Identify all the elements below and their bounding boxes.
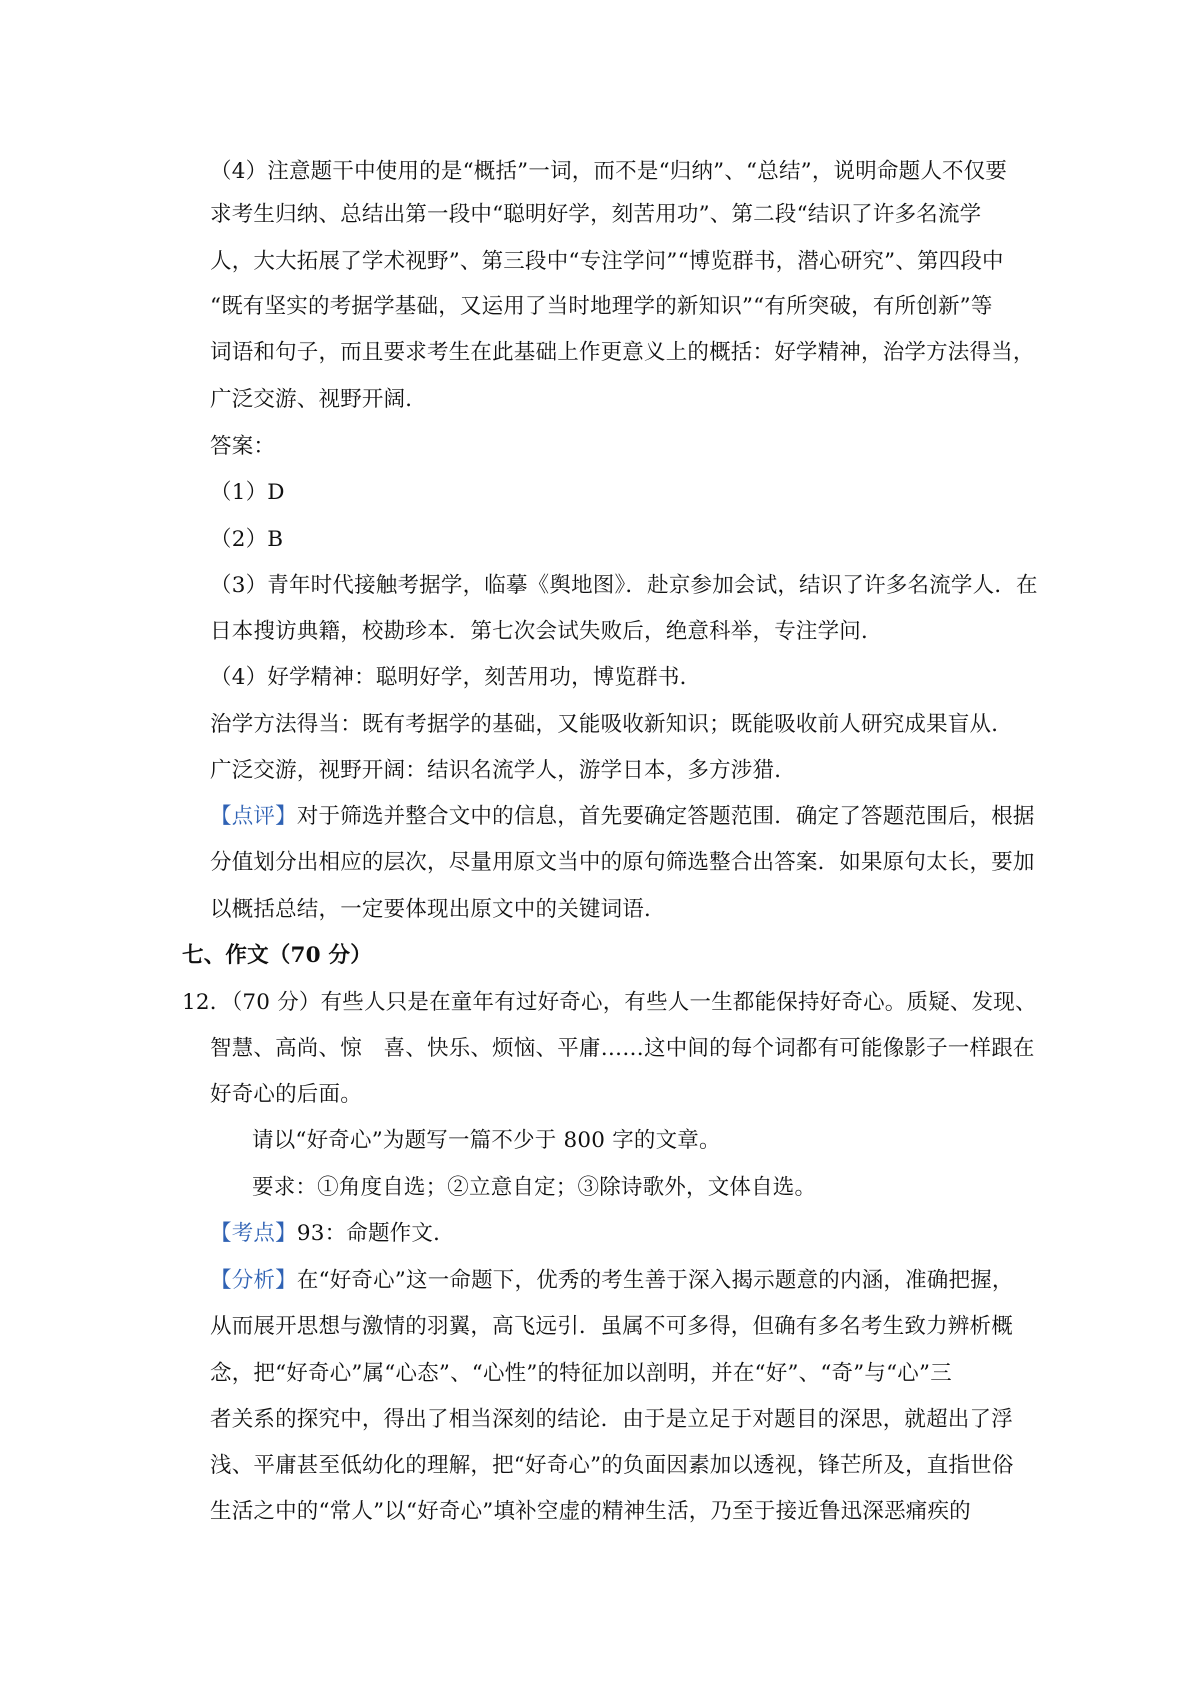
text-line: 分值划分出相应的层次，尽量用原文当中的原句筛选整合出答案．如果原句太长，要加 [210,850,1035,875]
text-line: 智慧、高尚、惊 喜、快乐、烦恼、平庸……这中间的每个词都有可能像影子一样跟在 [210,1036,1035,1061]
section-heading: 七、作文（70 分） [182,943,372,968]
text-line: 好奇心的后面。 [210,1082,362,1107]
comment-line [210,802,1035,832]
text-line: 治学方法得当：既有考据学的基础，又能吸收新知识；既能吸收前人研究成果盲从． [210,712,1013,737]
comment-tag: 【点评】 [210,804,297,829]
text-line: 浅、平庸甚至低幼化的理解，把“好奇心”的负面因素加以透视，锋芒所及，直指世俗 [210,1453,1014,1478]
answer-item-2: （2）B [210,527,284,552]
requirements-line: 要求：①角度自选；②立意自定；③除诗歌外，文体自选。 [252,1175,817,1200]
kaodian-text: 93：命题作文． [296,1221,455,1246]
text-line: 生活之中的“常人”以“好奇心”填补空虚的精神生活，乃至于接近鲁迅深恶痛疾的 [210,1499,971,1524]
text-line: 求考生归纳、总结出第一段中“聪明好学，刻苦用功”、第二段“结识了许多名流学 [210,202,982,227]
text-line: 广泛交游、视野开阔． [210,387,428,412]
text-line: （4）注意题干中使用的是“概括”一词，而不是“归纳”、“总结”，说明命题人不仅要 [210,159,1008,184]
analysis-line [210,1266,1030,1296]
question-line: 12．（70 分）有些人只是在童年有过好奇心，有些人一生都能保持好奇心。质疑、发现、 [182,990,1037,1015]
text-line: “既有坚实的考据学基础，又运用了当时地理学的新知识”“有所突破，有所创新”等 [210,294,993,319]
kaodian-line [210,1219,1030,1249]
analysis-text: 在“好奇心”这一命题下，优秀的考生善于深入揭示题意的内涵，准确把握， [296,1268,1014,1293]
answer-item-1: （1）D [210,480,285,505]
text-line: 从而展开思想与激情的羽翼，高飞远引．虽属不可多得，但确有多名考生致力辨析概 [210,1314,1013,1339]
text-line: 广泛交游，视野开阔：结识名流学人，游学日本，多方涉猎． [210,758,796,783]
analysis-tag: 【分析】 [210,1268,297,1293]
comment-text: 对于筛选并整合文中的信息，首先要确定答题范围．确定了答题范围后，根据 [296,804,1035,829]
text-line: 日本搜访典籍，校勘珍本．第七次会试失败后，绝意科举，专注学问． [210,619,883,644]
answer-item-4: （4）好学精神：聪明好学，刻苦用功，博览群书． [210,665,702,690]
answer-item-3: （3）青年时代接触考据学，临摹《舆地图》．赴京参加会试，结识了许多名流学人．在 [210,573,1038,598]
text-line: 以概括总结，一定要体现出原文中的关键词语． [210,897,666,922]
text-line: 者关系的探究中，得出了相当深刻的结论．由于是立足于对题目的深思，就超出了浮 [210,1407,1013,1432]
text-line: 念，把“好奇心”属“心态”、“心性”的特征加以剖明，并在“好”、“奇”与“心”三 [210,1361,952,1386]
kaodian-tag: 【考点】 [210,1221,297,1246]
answer-heading: 答案： [210,434,276,459]
prompt-line: 请以“好奇心”为题写一篇不少于 800 字的文章。 [252,1128,721,1153]
text-line: 人，大大拓展了学术视野”、第三段中“专注学问”“博览群书，潜心研究”、第四段中 [210,249,1004,274]
text-line: 词语和句子，而且要求考生在此基础上作更意义上的概括：好学精神，治学方法得当， [210,340,1035,365]
